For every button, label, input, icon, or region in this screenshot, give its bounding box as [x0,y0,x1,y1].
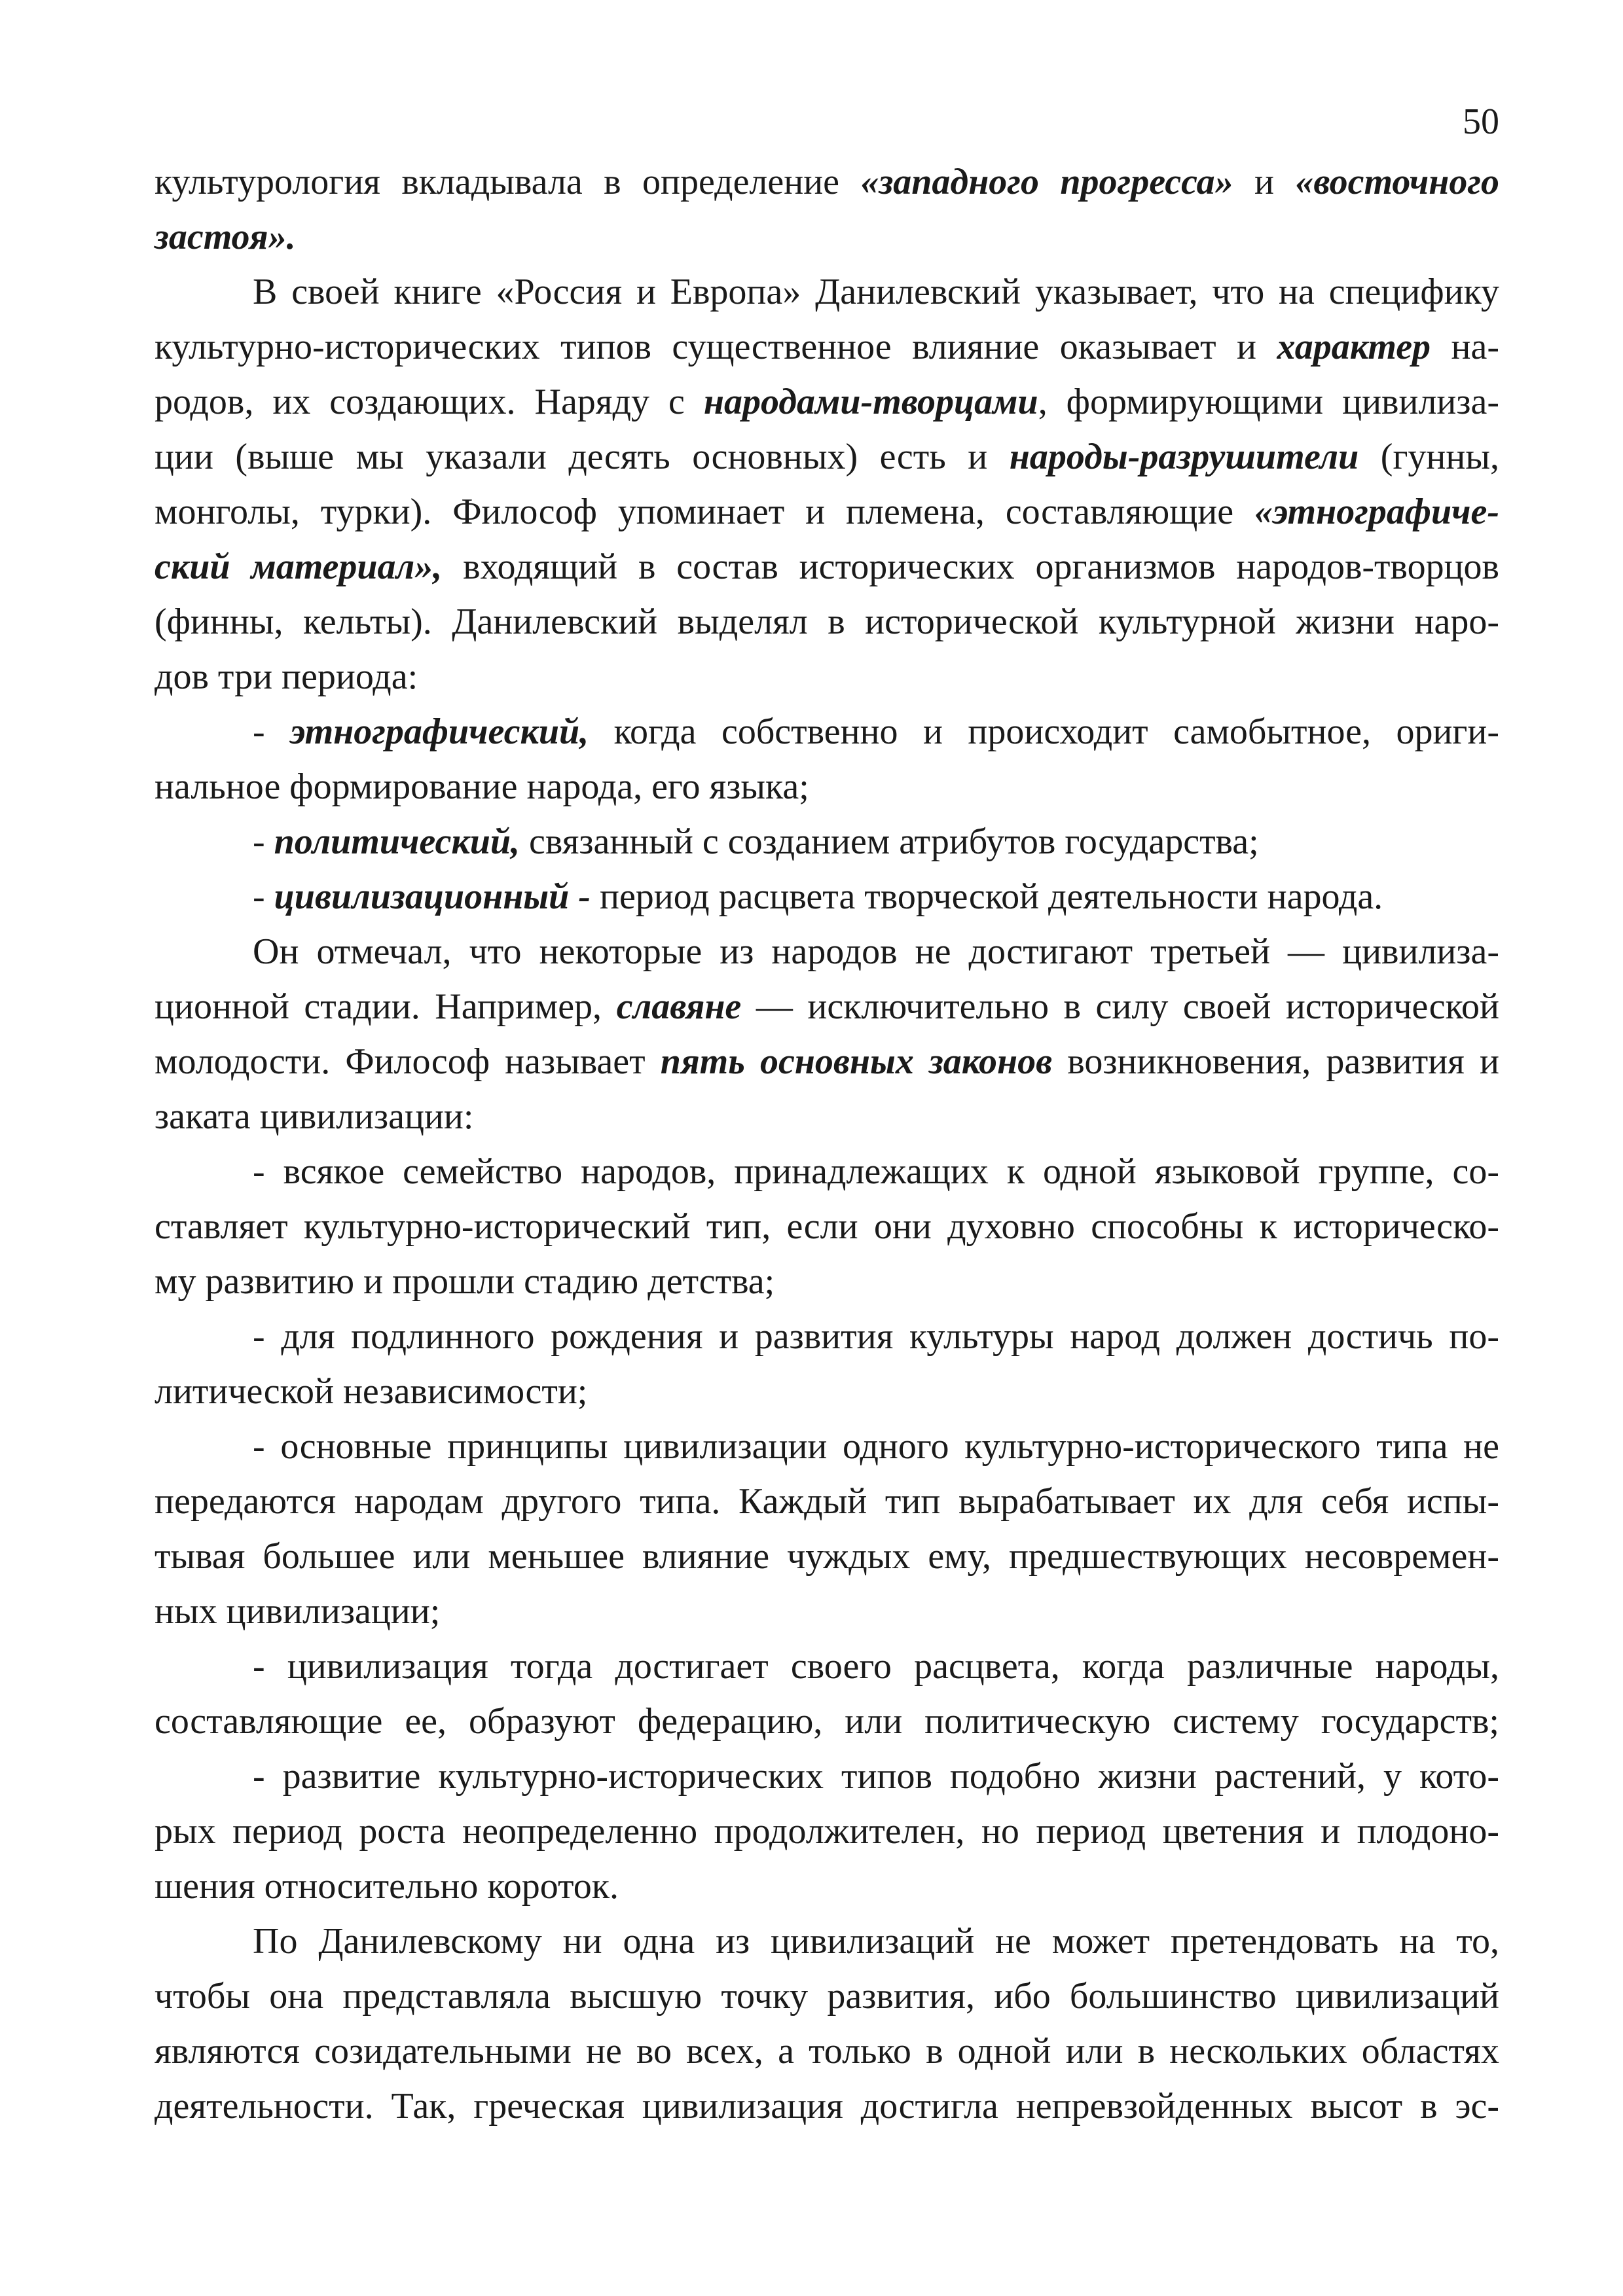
emphasis-text: «этнографиче- [1254,492,1499,532]
body-text: (гунны, [1359,437,1499,477]
text-line [253,704,1499,759]
body-text: ставляет культурно-исторический тип, если они духовно способны к историческо- [155,1206,1499,1247]
body-text: рых период роста неопределенно продолжителен, но период цветения и плодоно- [155,1811,1499,1852]
body-text: — исключительно в силу своей исторической [741,986,1499,1027]
text-line [253,1749,1499,1804]
emphasis-text: славяне [616,986,742,1027]
body-text: когда собственно и происходит самобытное, ориги- [589,711,1499,752]
body-text: - всякое семейство народов, принадлежащих к одной языковой группе, со- [253,1151,1499,1192]
text-line [155,1804,1499,1859]
text-line [155,429,1499,484]
emphasis-text: «восточного [1295,162,1500,202]
body-text: связанный с созданием атрибутов государства; [520,821,1259,862]
body-text: заката цивилизации: [155,1096,474,1137]
body-text: на- [1431,327,1499,367]
text-line [155,209,1499,264]
body-text: - для подлинного рождения и развития культуры народ должен достичь по- [253,1316,1499,1357]
text-line [253,1309,1499,1364]
body-text: период расцвета творческой деятельности народа. [590,876,1383,917]
text-line [155,1694,1499,1749]
text-line [155,1199,1499,1254]
body-text: ции (выше мы указали десять основных) есть и [155,437,1010,477]
emphasis-text: «западного прогресса» [860,162,1233,202]
text-line [155,1474,1499,1529]
body-text: По Данилевскому ни одна из цивилизаций не может претендовать на то, [253,1921,1499,1962]
text-line [155,484,1499,539]
body-text: му развитию и прошли стадию детства; [155,1261,775,1302]
text-line [253,1639,1499,1694]
text-line [155,1859,1499,1914]
body-text: передаются народам другого типа. Каждый тип вырабатывает их для себя испы- [155,1481,1499,1522]
body-text: молодости. Философ называет [155,1041,661,1082]
text-line [155,649,1499,704]
text-line [155,979,1499,1034]
body-text: Он отмечал, что некоторые из народов не достигают третьей — цивилиза- [253,931,1499,972]
text-line [253,869,1499,924]
text-line [253,264,1499,319]
body-text: тывая большее или меньшее влияние чуждых ему, предшествующих несовремен- [155,1536,1499,1577]
body-text: возникновения, развития и [1052,1041,1499,1082]
body-text: монголы, турки). Философ упоминает и племена, составляющие [155,492,1255,532]
text-line [155,1969,1499,2024]
text-line [155,2079,1499,2134]
text-line [253,924,1499,979]
text-line [155,1034,1499,1089]
text-line [155,1089,1499,1144]
body-text: , формирующими цивилиза- [1038,382,1499,422]
text-line [155,1254,1499,1309]
body-text: чтобы она представляла высшую точку развития, ибо большинство цивилизаций [155,1976,1499,2017]
text-line [155,594,1499,649]
body-text: деятельности. Так, греческая цивилизация достигла непревзойденных высот в эс- [155,2086,1499,2126]
body-text: - цивилизация тогда достигает своего расцвета, когда различные народы, [253,1646,1499,1687]
text-line [253,1144,1499,1199]
body-text: - [253,876,274,917]
body-text: являются созидательными не во всех, а только в одной или в нескольких областях [155,2031,1499,2072]
body-text: шения относительно короток. [155,1866,619,1907]
emphasis-text: этнографический, [290,711,589,752]
body-text: дов три периода: [155,656,418,697]
body-text: ных цивилизации; [155,1591,441,1632]
body-text: составляющие ее, образуют федерацию, или политическую систему государств; [155,1701,1499,1742]
text-line [155,154,1499,209]
body-text: входящий в состав исторических организмов народов-творцов [442,547,1499,587]
page-number: 50 [1463,101,1499,142]
emphasis-text: застоя». [155,217,296,257]
body-text: - развитие культурно-исторических типов подобно жизни растений, у кото- [253,1756,1499,1797]
body-text: литической независимости; [155,1371,588,1412]
text-line [253,1419,1499,1474]
body-text: ционной стадии. Например, [155,986,617,1027]
text-line [253,814,1499,869]
text-line [155,374,1499,429]
text-line [155,539,1499,594]
text-line [253,1914,1499,1969]
text-line [155,319,1499,374]
text-line [155,1584,1499,1639]
emphasis-text: ский материал», [155,547,443,587]
emphasis-text: политический, [274,821,520,862]
body-text: (финны, кельты). Данилевский выделял в исторической культурной жизни наро- [155,601,1499,642]
body-text: родов, их создающих. Наряду с [155,382,704,422]
emphasis-text: пять основных законов [660,1041,1053,1082]
text-line [155,2024,1499,2079]
body-text: - [253,821,274,862]
body-text: В своей книге «Россия и Европа» Данилевский указывает, что на специфику [253,272,1499,312]
body-text: культурология вкладывала в определение [155,162,861,202]
text-line [155,759,1499,814]
body-text: - основные принципы цивилизации одного культурно-исторического типа не [253,1426,1499,1467]
body-text: нальное формирование народа, его языка; [155,766,809,807]
emphasis-text: народами-творцами [703,382,1038,422]
body-text: и [1233,162,1296,202]
emphasis-text: цивилизационный - [274,876,591,917]
body-text: культурно-исторических типов существенное влияние оказывает и [155,327,1277,367]
text-line [155,1364,1499,1419]
emphasis-text: характер [1277,327,1431,367]
body-text: - [253,711,291,752]
text-line [155,1529,1499,1584]
emphasis-text: народы-разрушители [1009,437,1359,477]
